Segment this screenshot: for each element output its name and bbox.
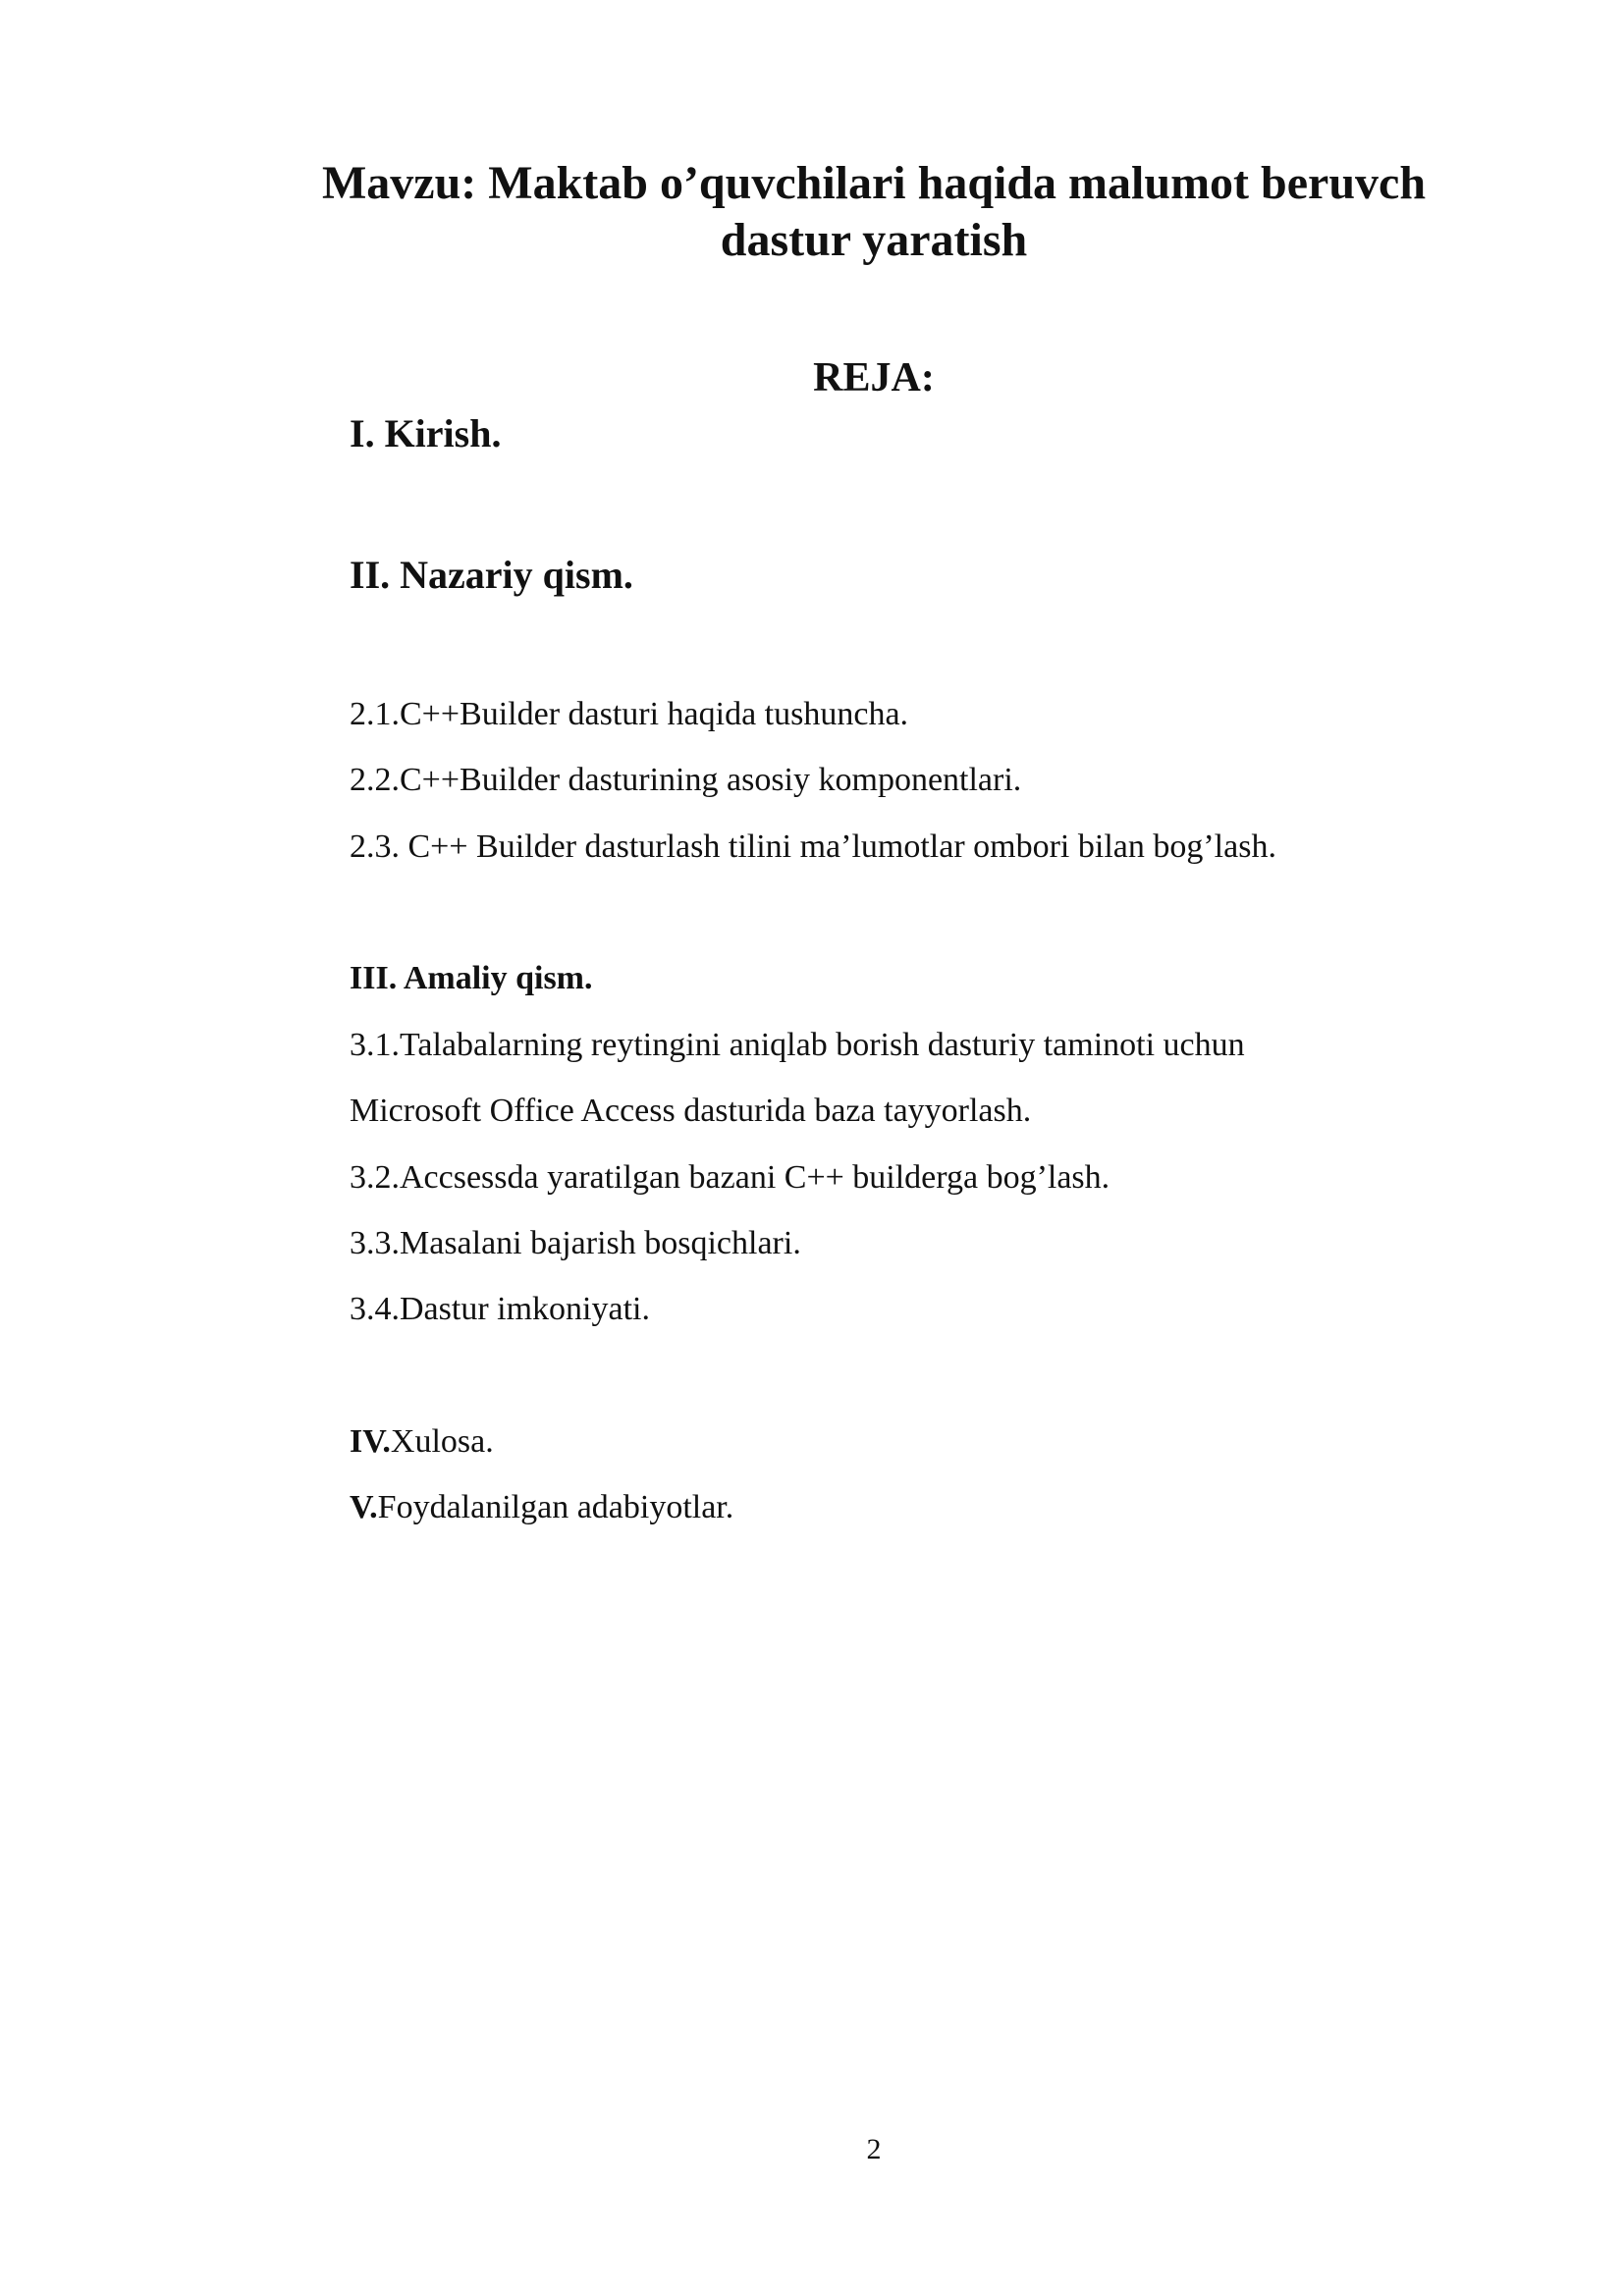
section-3-heading: III. Amaliy qism. <box>350 960 593 996</box>
list-item-3-4: 3.4.Dastur imkoniyati. <box>350 1291 650 1327</box>
list-item-2-3: 2.3. C++ Builder dasturlash tilini ma’lumotlar ombori bilan bog’lash. <box>350 828 1276 865</box>
section-5-numeral: V. <box>350 1489 378 1525</box>
section-4-text: Xulosa. <box>390 1423 494 1460</box>
list-item-3-1-continued: Microsoft Office Access dasturida baza tayyorlash. <box>350 1093 1032 1129</box>
title-line-1: Mavzu: Maktab o’quvchilari haqida malumot beruvch <box>321 157 1427 209</box>
page-number: 2 <box>866 2133 882 2165</box>
list-item-2-2: 2.2.C++Builder dasturining asosiy komponentlari. <box>350 762 1022 798</box>
section-1-heading: I. Kirish. <box>350 411 502 455</box>
list-item-3-3: 3.3.Masalani bajarish bosqichlari. <box>350 1225 801 1261</box>
section-2-heading: II. Nazariy qism. <box>350 553 633 597</box>
section-5-text: Foydalanilgan adabiyotlar. <box>377 1489 734 1525</box>
list-item-2-1: 2.1.C++Builder dasturi haqida tushuncha. <box>350 696 909 732</box>
section-4-numeral: IV. <box>350 1423 391 1460</box>
title-line-2: dastur yaratish <box>720 214 1028 266</box>
section-4-line <box>350 1420 494 1464</box>
list-item-3-1: 3.1.Talabalarning reytingini aniqlab borish dasturiy taminoti uchun <box>350 1027 1245 1063</box>
section-5-line <box>350 1486 733 1529</box>
document-title <box>275 155 1473 269</box>
list-item-3-2: 3.2.Accsessda yaratilgan bazani C++ builderga bog’lash. <box>350 1159 1110 1196</box>
plan-heading: REJA: <box>813 355 935 400</box>
